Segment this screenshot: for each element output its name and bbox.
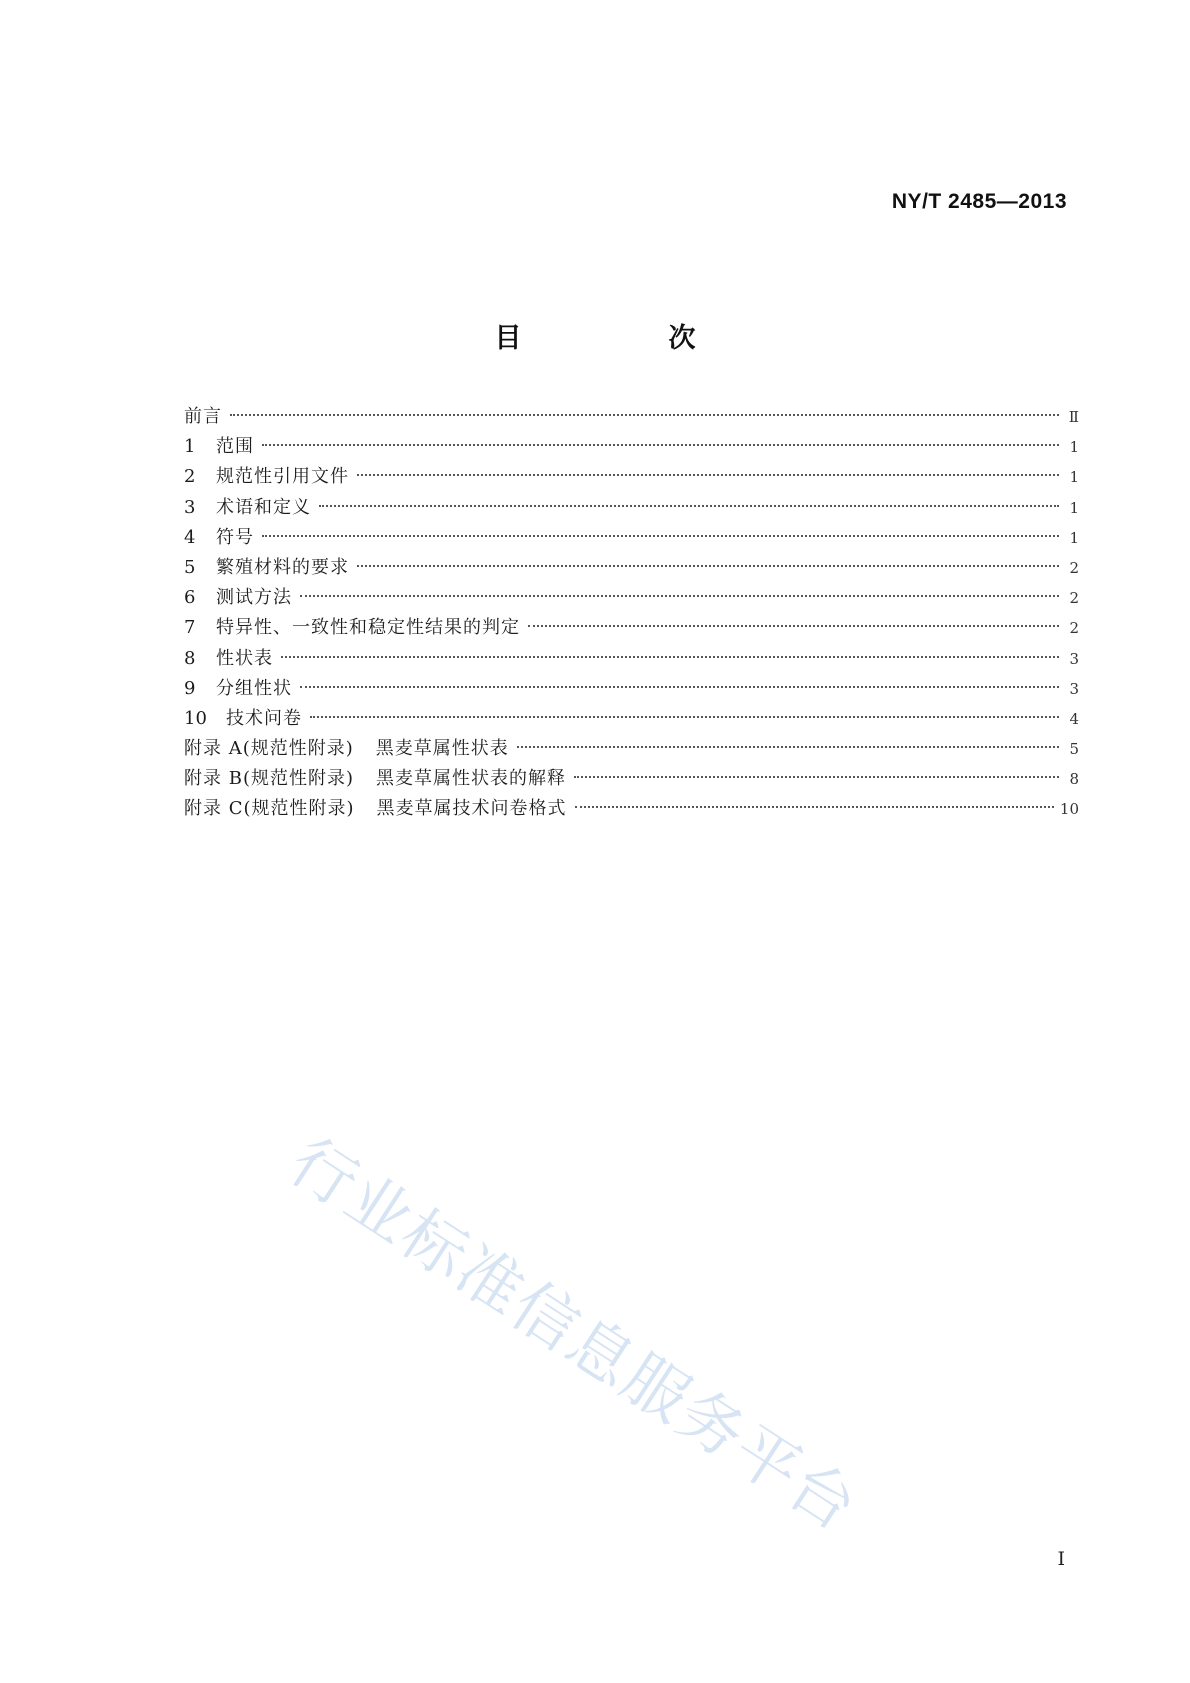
toc-entry-appendix-a[interactable] [184, 734, 1079, 764]
toc-entry-number: 5 [184, 556, 196, 578]
toc-entry-label: 前言 [184, 406, 222, 427]
toc-entry-9[interactable] [184, 674, 1079, 704]
toc-entry-page: 3 [1069, 649, 1079, 668]
toc-leader-dots [262, 444, 1059, 446]
toc-entry-label: 技术问卷 [226, 707, 302, 729]
toc-entry-subtitle: 黑麦草属性状表 [375, 738, 509, 760]
toc-entry-page: 1 [1069, 498, 1079, 517]
toc-leader-dots [300, 595, 1059, 597]
toc-title: 目 次 [494, 323, 756, 354]
toc-entry-10[interactable] [184, 704, 1079, 734]
toc-entry-label: 附录 C(规范性附录) [184, 798, 355, 820]
toc-leader-dots [262, 535, 1059, 537]
toc-entry-label: 符号 [216, 526, 254, 548]
toc-leader-dots [357, 565, 1059, 567]
toc-entry-page: 2 [1069, 619, 1079, 638]
toc-entry-5[interactable] [184, 553, 1079, 583]
toc-entry-label: 规范性引用文件 [216, 466, 349, 488]
toc-leader-dots [357, 474, 1059, 476]
toc-entry-number: 9 [184, 677, 196, 699]
toc-entry-appendix-c[interactable] [184, 794, 1079, 824]
toc-entry-6[interactable] [184, 583, 1079, 613]
toc-leader-dots [281, 656, 1059, 658]
toc-entry-subtitle: 黑麦草属技术问卷格式 [376, 798, 567, 820]
toc-entry-number: 1 [184, 436, 196, 458]
toc-leader-dots [517, 746, 1059, 748]
toc-leader-dots [575, 806, 1054, 808]
toc-entry-page: 3 [1069, 679, 1079, 698]
toc-entry-number: 7 [184, 617, 196, 639]
toc-entry-number: 8 [184, 647, 196, 669]
toc-entry-number: 2 [184, 466, 196, 488]
toc-entry-number: 6 [184, 587, 196, 609]
toc-leader-dots [230, 414, 1059, 416]
toc-entry-label: 测试方法 [216, 587, 292, 609]
toc-entry-3[interactable] [184, 493, 1079, 523]
table-of-contents [184, 402, 1079, 825]
toc-entry-page: 2 [1069, 589, 1079, 608]
toc-entry-label: 术语和定义 [216, 496, 311, 518]
toc-entry-page: 1 [1069, 438, 1079, 457]
toc-entry-number: 4 [184, 526, 196, 548]
page-number: I [1057, 1548, 1065, 1570]
toc-leader-dots [528, 625, 1059, 627]
toc-leader-dots [300, 686, 1059, 688]
toc-entry-number: 10 [184, 707, 207, 729]
toc-entry-label: 性状表 [216, 647, 273, 669]
toc-entry-1[interactable] [184, 432, 1079, 462]
toc-entry-label: 繁殖材料的要求 [216, 556, 349, 578]
watermark-text: 行业标准信息服务平台 [276, 1125, 871, 1547]
toc-entry-foreword[interactable] [184, 402, 1079, 432]
toc-entry-2[interactable] [184, 462, 1079, 492]
toc-leader-dots [319, 505, 1059, 507]
toc-entry-page: 5 [1069, 740, 1079, 759]
toc-entry-appendix-b[interactable] [184, 764, 1079, 794]
toc-entry-page: 8 [1069, 770, 1079, 789]
toc-entry-label: 分组性状 [216, 677, 292, 699]
toc-entry-label: 附录 A(规范性附录) [184, 738, 354, 760]
toc-entry-page: Ⅱ [1068, 408, 1079, 426]
toc-entry-subtitle: 黑麦草属性状表的解释 [376, 768, 566, 790]
toc-leader-dots [574, 776, 1059, 778]
toc-entry-page: 2 [1069, 558, 1079, 577]
toc-entry-page: 4 [1069, 709, 1079, 728]
toc-entry-label: 特异性、一致性和稳定性结果的判定 [216, 617, 520, 639]
toc-entry-label: 附录 B(规范性附录) [184, 768, 354, 790]
toc-entry-number: 3 [184, 496, 196, 518]
toc-entry-8[interactable] [184, 644, 1079, 674]
toc-entry-7[interactable] [184, 613, 1079, 643]
toc-entry-page: 10 [1059, 800, 1079, 819]
toc-entry-page: 1 [1069, 468, 1079, 487]
toc-entry-label: 范围 [216, 436, 254, 458]
toc-entry-page: 1 [1069, 528, 1079, 547]
standard-code: NY/T 2485—2013 [891, 190, 1067, 213]
toc-leader-dots [310, 716, 1059, 718]
toc-entry-4[interactable] [184, 523, 1079, 553]
